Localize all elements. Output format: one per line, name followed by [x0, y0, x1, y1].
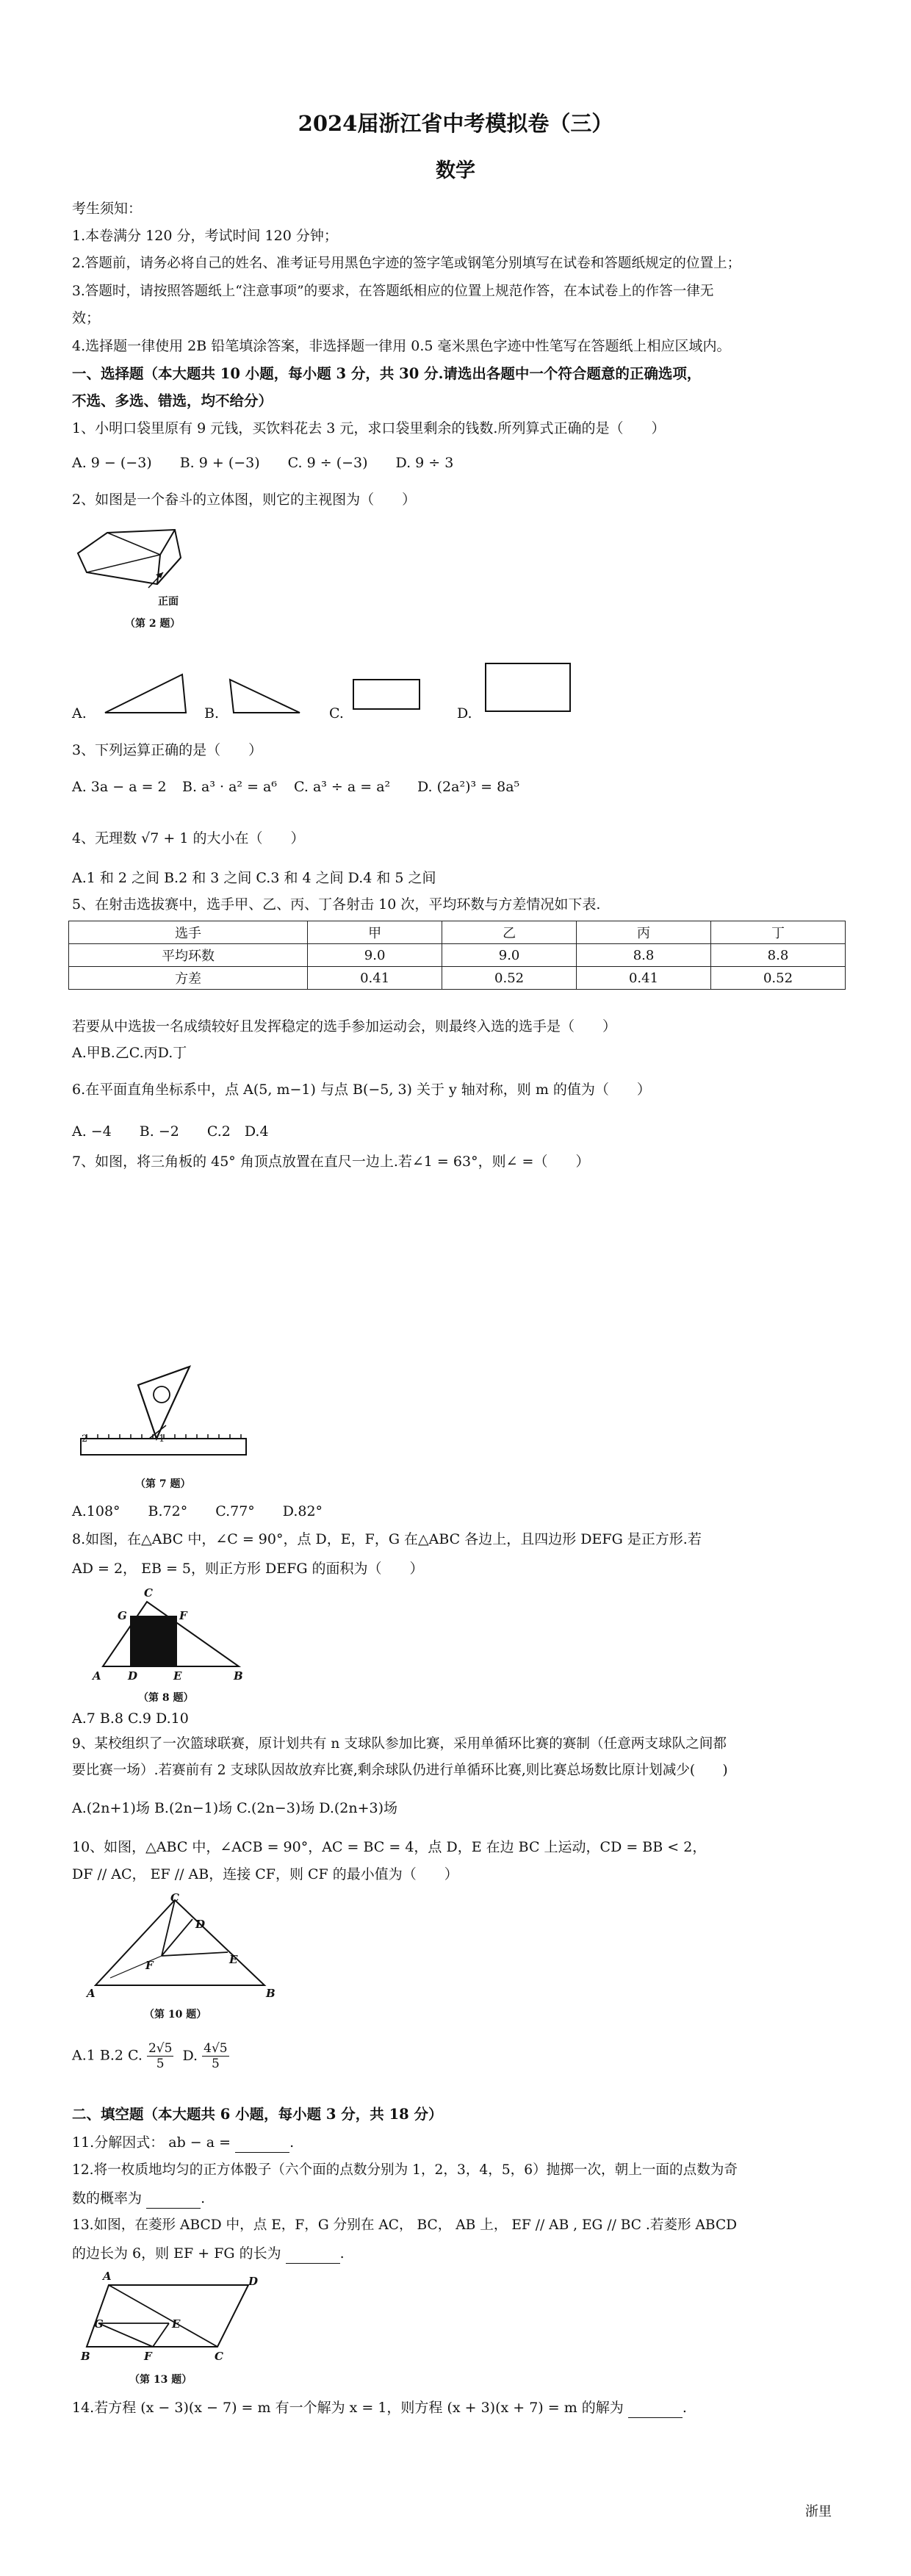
option-c-fraction	[147, 2041, 173, 2071]
fraction-numerator: 2√5	[148, 2041, 173, 2056]
point-label: B	[266, 1987, 276, 2000]
front-view-label: 正面	[158, 596, 179, 608]
section-heading: 二、填空题（本大题共 6 小题，每小题 3 分，共 18 分）	[72, 2106, 443, 2123]
question-10-options	[72, 2041, 229, 2071]
question-13-stem: 的边长为 6，则 EF + FG 的长为	[72, 2245, 281, 2262]
question-12-stem: 数的概率为	[72, 2190, 143, 2206]
question-3-option-d: D. (2a²)³ = 8a⁵	[417, 779, 520, 795]
option-c-label: C.	[329, 705, 344, 722]
page-footer: 浙里	[805, 2504, 832, 2519]
question-14-stem: 14.若方程 (x − 3)(x − 7) = m 有一个解为 x = 1，则方程 (x + 3)(x + 7) = m 的解为	[72, 2400, 624, 2416]
question-1: 1、小明口袋里原有 9 元钱，买饮料花去 3 元，求口袋里剩余的钱数.所列算式正确的是（ ）	[72, 420, 666, 436]
notice-item: 效；	[72, 310, 101, 326]
question-3-option-a: A. 3a − a = 2	[72, 779, 167, 795]
question-5-options: A.甲B.乙C.丙D.丁	[72, 1045, 187, 1061]
point-label: F	[144, 2350, 152, 2363]
question-7: 7、如图，将三角板的 45° 角顶点放置在直尺一边上.若∠1 = 63°，则∠ =（ ）	[72, 1154, 590, 1170]
point-label: F	[145, 1959, 154, 1972]
score-table	[68, 921, 846, 990]
angle-2-label: 2	[82, 1433, 88, 1444]
table-cell: 8.8	[577, 944, 711, 967]
fraction-denominator: 5	[211, 2057, 220, 2071]
point-label: C	[215, 2350, 223, 2363]
figure-caption: （第 2 题）	[125, 618, 181, 630]
notice-item: 4.选择题一律使用 2B 铅笔填涂答案，非选择题一律用 0.5 毫米黑色字迹中性笔写在答题纸上相应区域内。	[72, 338, 731, 354]
rhombus-figure	[79, 2272, 263, 2367]
point-label: F	[179, 1609, 187, 1622]
question-5: 5、在射击选拔赛中，选手甲、乙、丙、丁各射击 10 次，平均环数与方差情况如下表.	[72, 896, 601, 913]
subject-title: 数学	[436, 159, 475, 182]
question-8: 8.如图，在△ABC 中，∠C = 90°，点 D，E，F，G 在△ABC 各边上，且四边形 DEFG 是正方形.若	[72, 1531, 702, 1547]
answer-blank	[146, 2189, 201, 2209]
question-3-option-c: C. a³ ÷ a = a²	[294, 779, 391, 795]
point-label: G	[118, 1609, 127, 1622]
table-cell: 0.52	[442, 967, 577, 990]
question-12: 12.将一枚质地均匀的正方体骰子（六个面的点数分别为 1，2，3，4，5，6）抛掷一次，朝上一面的点数为奇	[72, 2162, 738, 2178]
figure-caption: （第 7 题）	[135, 1478, 191, 1490]
question-2: 2、如图是一个畚斗的立体图，则它的主视图为（ ）	[72, 492, 417, 508]
point-label: A	[93, 1669, 101, 1683]
triangle-cf-figure	[88, 1890, 279, 2000]
answer-blank	[286, 2244, 340, 2264]
point-label: E	[229, 1953, 238, 1966]
point-label: D	[195, 1918, 206, 1931]
table-cell: 9.0	[442, 944, 577, 967]
option-b-label: B.	[204, 705, 220, 722]
option-d-figure	[482, 660, 577, 719]
point-label: A	[103, 2270, 112, 2283]
figure-caption: （第 10 题）	[144, 2009, 207, 2021]
table-cell: 0.52	[711, 967, 846, 990]
notice-heading: 考生须知：	[72, 201, 143, 217]
notice-item: 1.本卷满分 120 分，考试时间 120 分钟；	[72, 228, 338, 244]
option-c-figure	[351, 676, 425, 713]
dustpan-figure	[72, 525, 219, 614]
option-b-figure	[226, 672, 307, 716]
point-label: B	[234, 1669, 243, 1683]
section-heading: 一、选择题（本大题共 10 小题，每小题 3 分，共 30 分.请选出各题中一个符合题意的正确选项，	[72, 365, 702, 382]
question-9-options: A.(2n+1)场 B.(2n−1)场 C.(2n−3)场 D.(2n+3)场	[72, 1800, 398, 1816]
table-cell: 平均环数	[69, 944, 308, 967]
point-label: C	[170, 1891, 179, 1904]
section-heading-cont: 不选、多选、错选，均不给分）	[72, 392, 273, 409]
question-4: 4、无理数 √7 + 1 的大小在（ ）	[72, 830, 305, 846]
point-label: E	[173, 1669, 182, 1683]
question-6: 6.在平面直角坐标系中，点 A(5, m−1) 与点 B(−5, 3) 关于 y 轴对称，则 m 的值为（ ）	[72, 1082, 651, 1098]
table-header-cell: 甲	[308, 921, 442, 944]
option-d: D.	[182, 2047, 198, 2064]
question-10-cont: DF // AC， EF // AB，连接 CF，则 CF 的最小值为（ ）	[72, 1866, 458, 1882]
point-label: D	[128, 1669, 138, 1683]
question-3-option-b: B. a³ · a² = a⁶	[182, 779, 277, 795]
table-row	[69, 967, 846, 990]
answer-blank	[235, 2133, 289, 2153]
table-cell: 0.41	[577, 967, 711, 990]
figure-caption: （第 13 题）	[129, 2374, 192, 2386]
table-header-cell: 丁	[711, 921, 846, 944]
point-label: A	[87, 1987, 96, 2000]
notice-item: 2.答题前，请务必将自己的姓名、准考证号用黑色字迹的签字笔或钢笔分别填写在试卷和答题纸规定的位置上；	[72, 256, 741, 271]
question-5-followup: 若要从中选拔一名成绩较好且发挥稳定的选手参加运动会，则最终入选的选手是（ ）	[72, 1018, 617, 1035]
table-row	[69, 944, 846, 967]
fraction-numerator: 4√5	[204, 2041, 228, 2056]
ruler-triangle-figure	[79, 1352, 256, 1484]
option-a-label: A.	[72, 705, 87, 722]
table-cell: 方差	[69, 967, 308, 990]
question-9-cont: 要比赛一场）.若赛前有 2 支球队因故放弃比赛,剩余球队仍进行单循环比赛,则比赛总场数比原计划减少( )	[72, 1763, 728, 1778]
fraction-denominator: 5	[156, 2057, 165, 2071]
point-label: B	[81, 2350, 90, 2363]
question-4-options: A.1 和 2 之间 B.2 和 3 之间 C.3 和 4 之间 D.4 和 5 之间	[72, 870, 436, 886]
option-d-fraction	[202, 2041, 228, 2071]
option-d-label: D.	[457, 705, 472, 722]
point-label: D	[248, 2275, 259, 2288]
angle-1-label: 1	[159, 1433, 165, 1444]
question-7-options: A.108° B.72° C.77° D.82°	[72, 1503, 323, 1519]
option-a-figure	[101, 672, 190, 716]
question-10: 10、如图，△ABC 中，∠ACB = 90°，AC = BC = 4，点 D，E 在边 BC 上运动，CD = BB < 2，	[72, 1839, 707, 1855]
table-header-cell: 丙	[577, 921, 711, 944]
question-6-options: A. −4 B. −2 C.2 D.4	[72, 1123, 269, 1140]
figure-caption: （第 8 题）	[138, 1692, 194, 1704]
answer-blank	[628, 2398, 683, 2418]
question-1-options: A. 9 − (−3) B. 9 + (−3) C. 9 ÷ (−3) D. 9 ÷ 3	[72, 455, 454, 471]
point-label: C	[144, 1586, 153, 1600]
question-9: 9、某校组织了一次篮球联赛，原计划共有 n 支球队参加比赛，采用单循环比赛的赛制（任意两支球队之间都	[72, 1736, 727, 1752]
question-8-options: A.7 B.8 C.9 D.10	[72, 1710, 189, 1727]
question-11: 11.分解因式： ab − a = .	[72, 2133, 294, 2153]
question-13-cont: 的边长为 6，则 EF + FG 的长为 .	[72, 2244, 345, 2264]
table-header-row	[69, 921, 846, 944]
question-12-cont: 数的概率为 .	[72, 2189, 205, 2209]
point-label: G	[94, 2317, 104, 2331]
exam-title: 2024届浙江省中考模拟卷（三）	[298, 111, 613, 136]
question-3: 3、下列运算正确的是（ ）	[72, 742, 263, 758]
table-header-cell: 乙	[442, 921, 577, 944]
point-label: E	[172, 2317, 181, 2331]
table-header-cell: 选手	[69, 921, 308, 944]
table-cell: 0.41	[308, 967, 442, 990]
question-8-cont: AD = 2， EB = 5，则正方形 DEFG 的面积为（ ）	[72, 1561, 424, 1577]
table-cell: 8.8	[711, 944, 846, 967]
question-13: 13.如图，在菱形 ABCD 中，点 E，F，G 分别在 AC， BC， AB 上， EF // AB , EG // BC .若菱形 ABCD	[72, 2217, 738, 2233]
question-14: 14.若方程 (x − 3)(x − 7) = m 有一个解为 x = 1，则方程 (x + 3)(x + 7) = m 的解为 .	[72, 2398, 687, 2418]
question-11-stem: 11.分解因式： ab − a =	[72, 2134, 231, 2151]
option-ab: A.1 B.2 C.	[72, 2047, 143, 2064]
notice-item: 3.答题时，请按照答题纸上“注意事项”的要求，在答题纸相应的位置上规范作答，在本试卷上的作答一律无	[72, 284, 714, 299]
table-cell: 9.0	[308, 944, 442, 967]
